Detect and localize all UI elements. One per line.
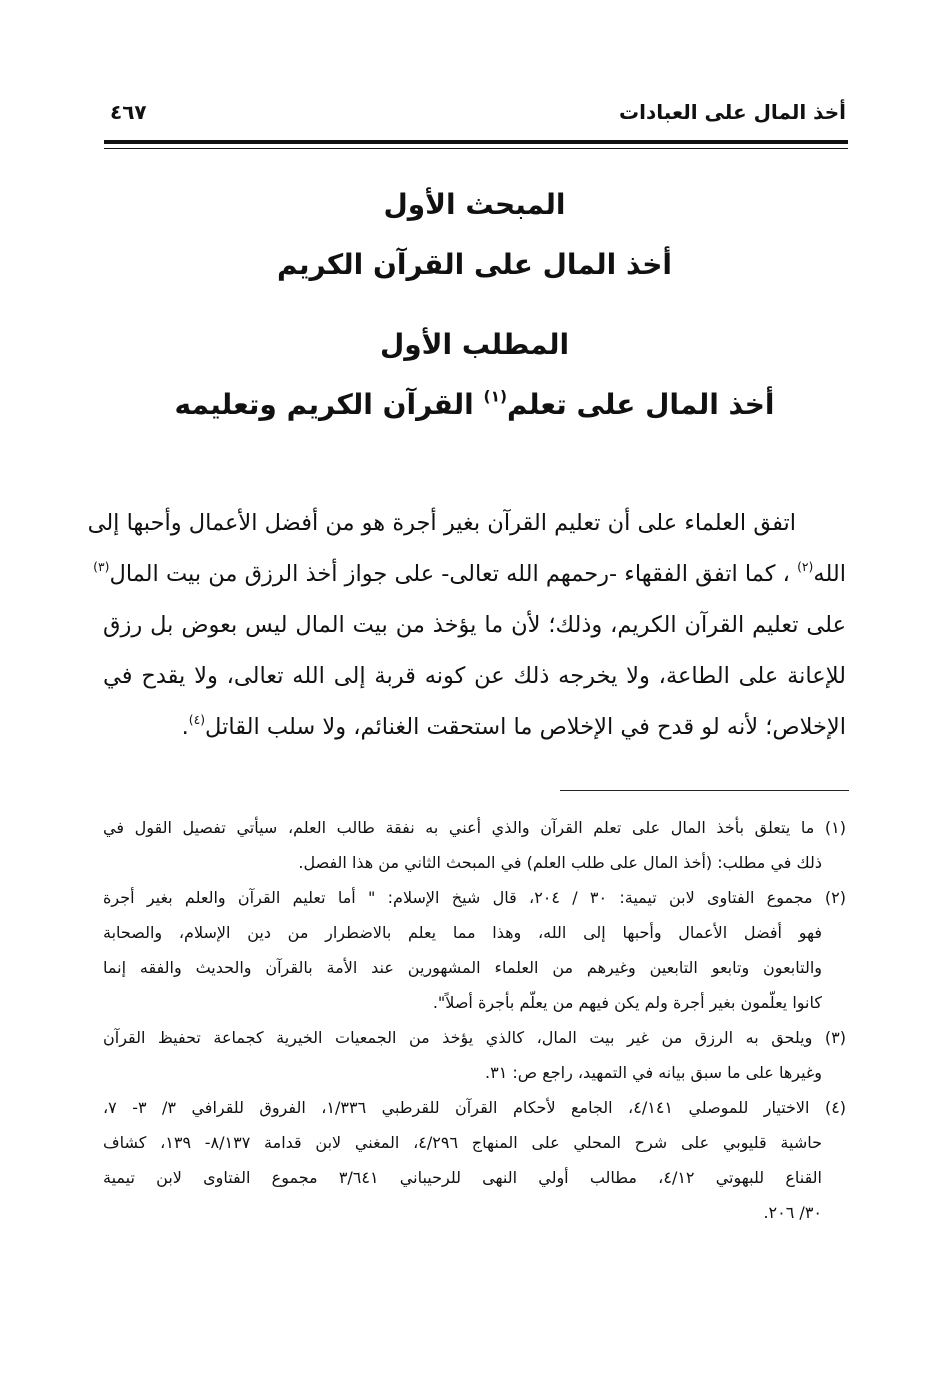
body-line: على تعليم القرآن الكريم، وذلك؛ لأن ما يؤخذ من بيت المال ليس بعوض بل رزق xyxy=(103,612,846,638)
subsection-title-part2: القرآن الكريم وتعليمه xyxy=(174,388,484,421)
header-rule-thin xyxy=(104,148,848,149)
footnote-ref[interactable]: (٣) xyxy=(93,560,110,575)
body-line: للإعانة على الطاعة، ولا يخرجه ذلك عن كونه قربة إلى الله تعالى، ولا يقدح في xyxy=(103,663,846,689)
footnote-3-line: وغيرها على ما سبق بيانه في التمهيد، راجع ص: ٣١. xyxy=(485,1063,822,1082)
footnote-ref[interactable]: (٢) xyxy=(797,560,814,575)
body-text: . xyxy=(181,714,189,740)
subsection-title-part1: أخذ المال على تعلم xyxy=(507,388,775,421)
footnote-separator xyxy=(560,790,849,791)
footnote-4-line: (٤) الاختيار للموصلي ٤/١٤١، الجامع لأحكام القرآن للقرطبي ١/٣٣٦، الفروق للقرافي ٣/ ٣- ٧، xyxy=(103,1098,847,1117)
subsection-title xyxy=(100,388,849,421)
body-line: اتفق العلماء على أن تعليم القرآن بغير أجرة هو من أفضل الأعمال وأحبها إلى xyxy=(87,510,796,536)
footnote-4-line: القناع للبهوتي ٤/١٢، مطالب أولي النهى للرحيباني ٣/٦٤١ مجموع الفتاوى لابن تيمية xyxy=(103,1168,823,1187)
header-rule-thick xyxy=(104,140,848,144)
page-number: ٤٦٧ xyxy=(110,100,147,124)
footnote-ref[interactable]: (٤) xyxy=(188,713,206,728)
footnotes xyxy=(103,810,846,1230)
subsection-heading: المطلب الأول xyxy=(379,328,570,361)
footnote-ref[interactable]: (١) xyxy=(483,387,508,406)
footnote-2-line: والتابعون وتابعو التابعين وغيرهم من العلماء المشهورين عند الأمة بالقرآن والحديث والفقه إنما xyxy=(103,958,822,977)
body-paragraph xyxy=(87,498,846,753)
footnote-1-line: ذلك في مطلب: (أخذ المال على طلب العلم) في المبحث الثاني من هذا الفصل. xyxy=(298,853,822,872)
body-text: ، كما اتفق الفقهاء -رحمهم الله تعالى- على جواز أخذ الرزق من بيت المال xyxy=(109,561,790,587)
footnote-4-line: حاشية قليوبي على شرح المحلي على المنهاج ٤/٢٩٦، المغني لابن قدامة ٨/١٣٧- ١٣٩، كشاف xyxy=(103,1133,823,1152)
footnote-4-line: ٣٠/ ٢٠٦. xyxy=(763,1203,822,1222)
footnote-2-line: فهو أفضل الأعمال وأحبها إلى الله، وهذا مما يعلم بالاضطرار من دين الإسلام، والصحابة xyxy=(103,923,822,942)
section-heading: المبحث الأول xyxy=(383,188,566,221)
body-text: الله xyxy=(813,561,846,587)
footnote-2-line: (٢) مجموع الفتاوى لابن تيمية: ٣٠ / ٢٠٤، قال شيخ الإسلام: " أما تعليم القرآن والعلم بغير أجرة xyxy=(103,888,846,907)
footnote-2-line: كانوا يعلّمون بغير أجرة ولم يكن فيهم من يعلّم بأجرة أصلاً". xyxy=(432,993,822,1012)
section-title: أخذ المال على القرآن الكريم xyxy=(277,248,672,281)
body-text: الإخلاص؛ لأنه لو قدح في الإخلاص ما استحقت الغنائم، ولا سلب القاتل xyxy=(205,714,846,740)
body-line xyxy=(93,549,846,600)
body-line xyxy=(103,702,846,753)
footnote-1-line: (١) ما يتعلق بأخذ المال على تعلم القرآن والذي أعني به نفقة طالب العلم، سيأتي تفصيل القول في xyxy=(103,818,846,837)
footnote-3-line: (٣) ويلحق به الرزق من غير بيت المال، كالذي يؤخذ من الجمعيات الخيرية كجماعة تحفيظ القرآن xyxy=(103,1028,846,1047)
running-title: أخذ المال على العبادات xyxy=(619,100,846,124)
